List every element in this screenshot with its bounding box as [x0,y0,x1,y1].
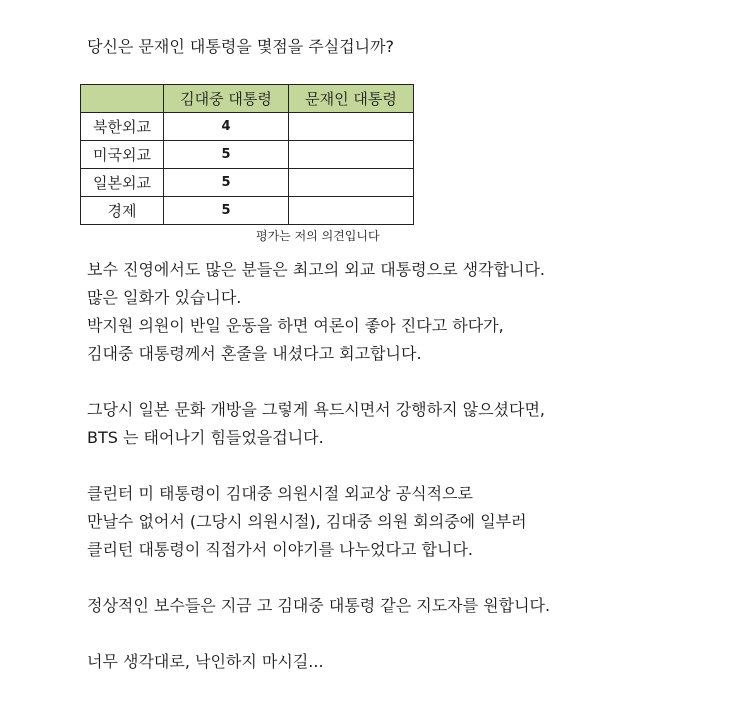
row-label: 미국외교 [81,141,164,169]
header-cell-empty [81,85,164,113]
kim-score: 4 [164,113,289,141]
moon-score [289,197,414,225]
header-cell-moon: 문재인 대통령 [289,85,414,113]
row-label: 일본외교 [81,169,164,197]
moon-score [289,113,414,141]
text-line: 너무 생각대로, 낙인하지 마시길... [87,652,324,671]
moon-score [289,141,414,169]
paragraph-clinton [87,480,527,564]
header-cell-kim: 김대중 대통령 [164,85,289,113]
paragraph-conservatives [87,592,550,620]
table-note: 평가는 저의 의견입니다 [256,229,380,243]
table-row [81,113,414,141]
text-line: BTS 는 태어나기 힘들었을겁니다. [87,428,324,447]
table-row [81,197,414,225]
score-table [80,84,414,225]
text-line: 보수 진영에서도 많은 분들은 최고의 외교 대통령으로 생각합니다. [87,260,546,279]
table-row [81,141,414,169]
kim-score: 5 [164,169,289,197]
text-line: 박지원 의원이 반일 운동을 하면 여론이 좋아 진다고 하다가, [87,316,504,335]
row-label: 경제 [81,197,164,225]
paragraph-diplomacy [87,256,545,368]
kim-score: 5 [164,141,289,169]
question-heading: 당신은 문재인 대통령을 몇점을 주실겁니까? [87,37,395,56]
text-line: 클린터 미 태통령이 김대중 의원시절 외교상 공식적으로 [87,484,474,503]
text-line: 정상적인 보수들은 지금 고 김대중 대통령 같은 지도자를 원합니다. [87,596,551,615]
paragraph-culture [87,396,545,452]
text-line: 그당시 일본 문화 개방을 그렇게 욕드시면서 강행하지 않으셨다면, [87,400,546,419]
table-row [81,169,414,197]
paragraph-closing [87,648,324,676]
kim-score: 5 [164,197,289,225]
text-line: 만날수 없어서 (그당시 의원시절), 김대중 의원 회의중에 일부러 [87,512,527,531]
text-line: 클리턴 대통령이 직접가서 이야기를 나누었다고 합니다. [87,540,474,559]
moon-score [289,169,414,197]
table-header-row [81,85,414,113]
row-label: 북한외교 [81,113,164,141]
text-line: 많은 일화가 있습니다. [87,288,242,307]
text-line: 김대중 대통령께서 혼줄을 내셨다고 회고합니다. [87,344,422,363]
